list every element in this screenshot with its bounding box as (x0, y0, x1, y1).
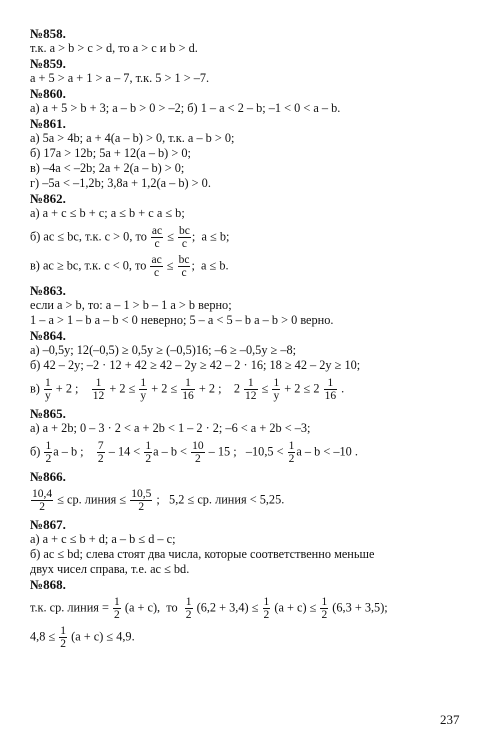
fraction (144, 440, 152, 465)
fraction (92, 377, 106, 402)
solution-line: б) ac ≤ bd; слева стоят два числа, которые соответственно меньше (30, 547, 375, 561)
fraction-numerator: 1 (145, 440, 152, 452)
problem-block (30, 56, 470, 86)
fraction-denominator: 12 (92, 390, 105, 402)
problem-block (30, 283, 470, 328)
math-text: . (338, 381, 345, 396)
math-text: ≤ (164, 229, 178, 244)
fraction-numerator: 1 (60, 625, 67, 637)
fraction-denominator: c (154, 267, 160, 279)
problem-block (30, 191, 470, 279)
fraction-numerator: 1 (185, 596, 192, 608)
solution-line (30, 225, 470, 250)
solution-line: а) 5a > 4b; a + 4(a – b) > 0, т.к. a – b > 0; (30, 131, 235, 145)
problem-block (30, 26, 470, 56)
fraction-denominator: 2 (321, 609, 328, 621)
math-text: + 2 ≤ (106, 381, 139, 396)
problem-number: №868. (30, 577, 66, 592)
math-text: (a + c) ≤ 4,9. (68, 629, 135, 644)
fraction (263, 596, 271, 621)
math-text: + 2 ; 2 (195, 381, 244, 396)
fraction-numerator: 10,4 (32, 488, 53, 500)
solution-line: двух чисел справа, т.е. ac ≤ bd. (30, 562, 190, 576)
problem-number: №861. (30, 116, 66, 131)
fraction-denominator: y (44, 390, 51, 402)
math-text: т.к. ср. линия = (30, 600, 113, 615)
math-text: ≤ (163, 258, 177, 273)
fraction (178, 225, 191, 250)
problem-number: №859. (30, 56, 66, 71)
problem-block (30, 517, 470, 577)
fraction-numerator: ac (151, 225, 163, 237)
fraction (59, 625, 67, 650)
problem-number: №866. (30, 469, 66, 484)
math-text: (a + c), то (121, 600, 184, 615)
solution-line (30, 254, 470, 279)
problem-number: №860. (30, 86, 66, 101)
solution-line: а) a + 2b; 0 – 3 · 2 < a + 2b < 1 – 2 · 2; –6 < a + 2b < –3; (30, 421, 311, 435)
fraction-denominator: c (154, 238, 160, 250)
fraction-numerator: 1 (44, 377, 51, 389)
math-text: + 2 ; (52, 381, 91, 396)
fraction-denominator: 2 (138, 501, 145, 513)
fraction (139, 377, 147, 402)
fraction (191, 440, 205, 465)
page-number: 237 (440, 712, 460, 727)
fraction (31, 488, 53, 513)
fraction (288, 440, 296, 465)
fraction-numerator: 1 (288, 440, 295, 452)
fraction-numerator: 1 (181, 377, 195, 390)
solution-line: а) a + 5 > b + 3; a – b > 0 > –2; б) 1 – a < 2 – b; –1 < 0 < a – b. (30, 101, 341, 115)
math-text: 4,8 ≤ (30, 629, 59, 644)
solution-line (30, 596, 470, 621)
problem-number: №865. (30, 406, 66, 421)
math-text: a – b < (153, 444, 191, 459)
math-text: в) ac ≥ bc, т.к. c < 0, то (30, 258, 150, 273)
problem-number: №863. (30, 283, 66, 298)
math-text: ≤ (258, 381, 272, 396)
problem-number: №858. (30, 26, 66, 41)
math-text: a – b ; (53, 444, 96, 459)
problem-block (30, 86, 470, 116)
problem-block (30, 577, 470, 650)
fraction (44, 440, 52, 465)
fraction-numerator: 1 (140, 377, 147, 389)
math-text: (a + c) ≤ (271, 600, 320, 615)
fraction-numerator: 10 (192, 440, 204, 452)
math-text: + 2 ≤ 2 (281, 381, 323, 396)
fraction-denominator: 2 (194, 453, 201, 465)
fraction-numerator: bc (179, 225, 190, 237)
fraction (151, 225, 163, 250)
fraction-denominator: 16 (324, 390, 337, 402)
fraction-denominator: 2 (97, 453, 104, 465)
fraction-denominator: y (140, 390, 147, 402)
fraction-numerator: 7 (97, 440, 104, 452)
fraction-denominator: c (181, 267, 187, 279)
fraction-denominator: 2 (60, 638, 67, 650)
problem-block (30, 406, 470, 465)
math-text: б) (30, 444, 44, 459)
fraction (272, 377, 280, 402)
solution-line: г) –5a < –1,2b; 3,8a + 1,2(a – b) > 0. (30, 176, 211, 190)
fraction-denominator: 2 (45, 453, 52, 465)
fraction-numerator: 1 (114, 596, 120, 608)
fraction-denominator: 12 (245, 390, 257, 402)
fraction-numerator: 1 (92, 377, 106, 390)
fraction-denominator: y (273, 390, 280, 402)
solution-line: если a > b, то: a – 1 > b – 1 a > b верно; (30, 298, 232, 312)
math-text: ≤ ср. линия ≤ (54, 492, 130, 507)
fraction-numerator: 1 (324, 377, 338, 390)
fraction-numerator: ac (151, 254, 162, 266)
math-text: + 2 ≤ (148, 381, 181, 396)
math-text: б) ac ≤ bc, т.к. c > 0, то (30, 229, 150, 244)
math-text: – 15 ; –10,5 < (205, 444, 287, 459)
fraction (320, 596, 328, 621)
solution-line: а) –0,5y; 12(–0,5) ≥ 0,5y ≥ (–0,5)16; –6 ≥ –0,5y ≥ –8; (30, 343, 297, 357)
fraction (130, 488, 152, 513)
fraction-denominator: 2 (114, 609, 120, 621)
fraction-numerator: 10,5 (131, 488, 152, 500)
fraction-numerator: bc (178, 254, 190, 266)
problem-number: №864. (30, 328, 66, 343)
solution-line (30, 440, 470, 465)
solution-line (30, 625, 470, 650)
fraction (97, 440, 105, 465)
math-text: – 14 < (105, 444, 144, 459)
fraction (113, 596, 121, 621)
fraction-denominator: 2 (288, 453, 295, 465)
problem-block (30, 328, 470, 402)
fraction-numerator: 1 (263, 596, 270, 608)
solution-line (30, 377, 470, 402)
problem-number: №862. (30, 191, 66, 206)
problem-number: №867. (30, 517, 66, 532)
problem-block (30, 469, 470, 513)
math-text: ; a ≤ b. (191, 258, 229, 273)
math-text: в) (30, 381, 43, 396)
fraction-denominator: c (181, 238, 188, 250)
textbook-page-content (30, 26, 470, 654)
fraction-denominator: 2 (185, 609, 192, 621)
solution-line: б) 42 – 2y; –2 · 12 + 42 ≥ 42 – 2y ≥ 42 – 2 · 16; 18 ≥ 42 – 2y ≥ 10; (30, 358, 361, 372)
fraction (150, 254, 162, 279)
problem-block (30, 116, 470, 191)
fraction-denominator: 16 (182, 390, 194, 402)
fraction (181, 377, 195, 402)
solution-line: т.к. a > b > c > d, то a > c и b > d. (30, 41, 198, 55)
math-text: a – b < –10 . (296, 444, 358, 459)
solution-line: в) –4a < –2b; 2a + 2(a – b) > 0; (30, 161, 185, 175)
fraction-denominator: 2 (39, 501, 45, 513)
solution-line: a + 5 > a + 1 > a – 7, т.к. 5 > 1 > –7. (30, 71, 210, 85)
math-text: ; a ≤ b; (191, 229, 230, 244)
fraction-numerator: 1 (273, 377, 280, 389)
math-text: (6,2 + 3,4) ≤ (193, 600, 262, 615)
solution-line: 1 – a > 1 – b a – b < 0 неверно; 5 – a < 5 – b a – b > 0 верно. (30, 313, 334, 327)
fraction-numerator: 1 (244, 377, 258, 390)
fraction (185, 596, 193, 621)
fraction (44, 377, 52, 402)
fraction (324, 377, 338, 402)
math-text: ; 5,2 ≤ ср. линия < 5,25. (153, 492, 285, 507)
fraction (178, 254, 191, 279)
math-text: (6,3 + 3,5); (329, 600, 388, 615)
fraction-denominator: 2 (145, 453, 152, 465)
solution-line (30, 488, 470, 513)
fraction (244, 377, 258, 402)
fraction-numerator: 1 (321, 596, 328, 608)
solution-line: б) 17a > 12b; 5a + 12(a – b) > 0; (30, 146, 191, 160)
solution-line: а) a + c ≤ b + d; a – b ≤ d – c; (30, 532, 176, 546)
fraction-denominator: 2 (263, 609, 270, 621)
solution-line: а) a + c ≤ b + c; a ≤ b + c a ≤ b; (30, 206, 185, 220)
fraction-numerator: 1 (45, 440, 52, 452)
